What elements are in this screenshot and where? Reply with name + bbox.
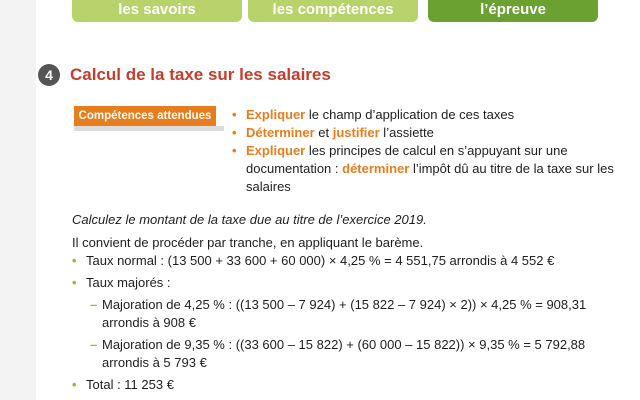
tab-les-savoirs[interactable]: les savoirs: [72, 0, 242, 22]
bullet-dot-icon: •: [72, 253, 77, 268]
list-item-taux-normal: [72, 252, 620, 270]
competence-text: les principes de calcul en s’appuyant sur une documentation :: [246, 143, 568, 176]
competence-text: et: [314, 125, 333, 140]
competence-keyword: justifier: [332, 125, 380, 140]
competence-text: l’impôt dû au titre de la taxe sur les salaires: [246, 161, 614, 194]
dash-icon: –: [90, 337, 98, 352]
intro-text: Il convient de procéder par tranche, en appliquant le barème.: [72, 235, 424, 250]
dash-icon: –: [90, 297, 98, 312]
list-item-taux-majores: [72, 274, 620, 292]
section-title: Calcul de la taxe sur les salaires: [70, 65, 331, 84]
list-item-majoration-1: [72, 296, 620, 332]
taux-majores-text: Taux majorés :: [86, 275, 171, 290]
bullet-dot-icon: •: [72, 377, 77, 392]
majoration-1-text: Majoration de 4,25 % : ((13 500 – 7 924) + (15 822 – 7 924) × 2)) × 4,25 % = 908,31 arrondis à 908 €: [102, 297, 587, 330]
bullet-dot-icon: •: [232, 125, 237, 140]
competence-keyword: Expliquer: [246, 107, 306, 122]
competences-badge: Compétences attendues: [74, 106, 216, 126]
competences-list: [232, 106, 617, 196]
bullet-dot-icon: •: [232, 107, 237, 122]
taux-normal-text: Taux normal : (13 500 + 33 600 + 60 000) × 4,25 % = 4 551,75 arrondis à 4 552 €: [86, 253, 555, 268]
solution-block: [72, 211, 620, 394]
total-text: Total : 11 253 €: [86, 377, 174, 392]
list-item-total: [72, 376, 620, 394]
badge-shadow: [74, 126, 224, 131]
bullet-dot-icon: •: [72, 275, 77, 290]
competence-item: [232, 142, 617, 196]
competence-text: le champ d’application de ces taxes: [305, 107, 515, 122]
competence-keyword: Expliquer: [246, 143, 306, 158]
majoration-2-text: Majoration de 9,35 % : ((33 600 – 15 822) + (60 000 – 15 822)) × 9,35 % = 5 792,88 arrondis à 5 793 €: [102, 337, 586, 370]
competence-keyword: Déterminer: [246, 125, 315, 140]
list-item-majoration-2: [72, 336, 620, 372]
tab-les-competences[interactable]: les compétences: [248, 0, 418, 22]
competence-text: l’assiette: [379, 125, 434, 140]
question-text: Calculez le montant de la taxe due au titre de l’exercice 2019.: [72, 212, 427, 227]
competence-item: [232, 106, 617, 124]
tab-l-epreuve[interactable]: l’épreuve: [428, 0, 598, 22]
competence-item: [232, 124, 617, 142]
competence-keyword: déterminer: [342, 161, 410, 176]
section-number-badge: 4: [38, 64, 60, 86]
bullet-dot-icon: •: [232, 143, 237, 158]
